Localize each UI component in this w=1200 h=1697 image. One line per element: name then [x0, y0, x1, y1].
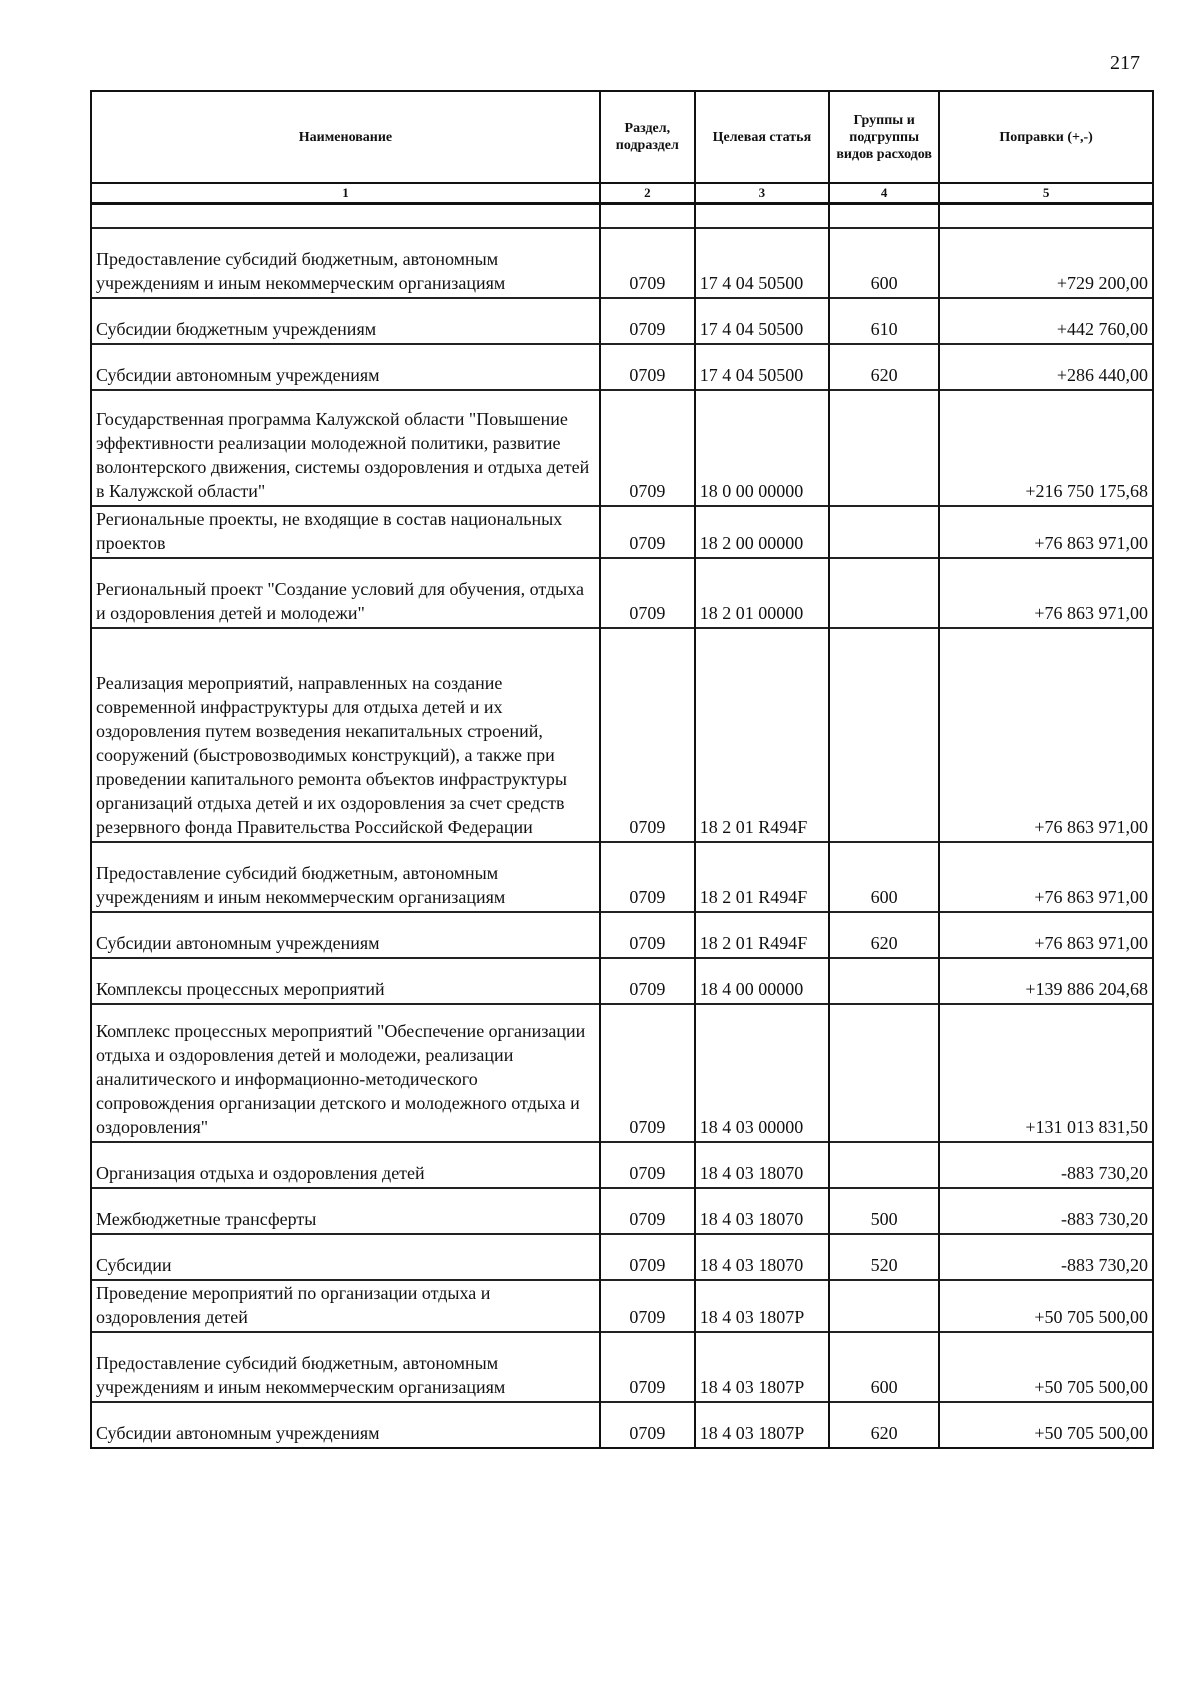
row-expense-group: 600	[829, 228, 939, 298]
row-expense-group: 620	[829, 344, 939, 390]
row-name: Предоставление субсидий бюджетным, автономным учреждениям и иным некоммерческим организациям	[91, 842, 600, 912]
row-amount: +76 863 971,00	[939, 506, 1153, 558]
row-expense-group: 600	[829, 842, 939, 912]
row-amount: +286 440,00	[939, 344, 1153, 390]
row-name: Региональные проекты, не входящие в состав национальных проектов	[91, 506, 600, 558]
header-row	[91, 91, 1153, 183]
row-target-article: 18 4 00 00000	[695, 958, 829, 1004]
row-name: Комплексы процессных мероприятий	[91, 958, 600, 1004]
table-row	[91, 228, 1153, 298]
row-name: Проведение мероприятий по организации отдыха и оздоровления детей	[91, 1280, 600, 1332]
row-amount: +729 200,00	[939, 228, 1153, 298]
row-target-article: 17 4 04 50500	[695, 298, 829, 344]
row-name: Субсидии автономным учреждениям	[91, 912, 600, 958]
table-row	[91, 1402, 1153, 1448]
table-row	[91, 1280, 1153, 1332]
row-amount: +76 863 971,00	[939, 842, 1153, 912]
row-name: Субсидии автономным учреждениям	[91, 344, 600, 390]
row-section: 0709	[600, 842, 695, 912]
row-section: 0709	[600, 1234, 695, 1280]
row-expense-group	[829, 506, 939, 558]
table-row	[91, 506, 1153, 558]
row-expense-group: 600	[829, 1332, 939, 1402]
row-section: 0709	[600, 958, 695, 1004]
table-row	[91, 958, 1153, 1004]
row-section: 0709	[600, 912, 695, 958]
row-amount: +76 863 971,00	[939, 558, 1153, 628]
column-number: 4	[829, 183, 939, 204]
row-expense-group: 500	[829, 1188, 939, 1234]
row-name: Субсидии бюджетным учреждениям	[91, 298, 600, 344]
row-amount: +131 013 831,50	[939, 1004, 1153, 1142]
row-expense-group: 620	[829, 912, 939, 958]
row-expense-group	[829, 558, 939, 628]
row-amount: +76 863 971,00	[939, 628, 1153, 842]
row-target-article: 18 2 01 R494F	[695, 628, 829, 842]
row-name: Комплекс процессных мероприятий "Обеспечение организации отдыха и оздоровления детей и молодежи, реализации аналитического и информационно-методического сопровождения организации детского и молодежного отдыха и оздоровления"	[91, 1004, 600, 1142]
table-row	[91, 628, 1153, 842]
table-row	[91, 1188, 1153, 1234]
header-target: Целевая статья	[695, 91, 829, 183]
header-group: Группы и подгруппы видов расходов	[829, 91, 939, 183]
row-section: 0709	[600, 1004, 695, 1142]
row-amount: +442 760,00	[939, 298, 1153, 344]
table-row	[91, 390, 1153, 506]
row-section: 0709	[600, 1142, 695, 1188]
row-expense-group: 520	[829, 1234, 939, 1280]
spacer-row	[91, 204, 1153, 229]
row-name: Государственная программа Калужской области "Повышение эффективности реализации молодежной политики, развитие волонтерского движения, системы оздоровления и отдыха детей в Калужской области"	[91, 390, 600, 506]
column-number: 2	[600, 183, 695, 204]
row-section: 0709	[600, 1188, 695, 1234]
budget-table	[90, 90, 1154, 1449]
row-amount: +139 886 204,68	[939, 958, 1153, 1004]
row-target-article: 18 4 03 1807Р	[695, 1332, 829, 1402]
row-expense-group	[829, 1280, 939, 1332]
row-section: 0709	[600, 558, 695, 628]
row-expense-group	[829, 390, 939, 506]
table-row	[91, 298, 1153, 344]
header-name: Наименование	[91, 91, 600, 183]
row-target-article: 18 2 01 R494F	[695, 842, 829, 912]
row-section: 0709	[600, 298, 695, 344]
row-name: Межбюджетные трансферты	[91, 1188, 600, 1234]
row-amount: -883 730,20	[939, 1142, 1153, 1188]
row-target-article: 18 4 03 18070	[695, 1234, 829, 1280]
row-section: 0709	[600, 344, 695, 390]
row-expense-group	[829, 628, 939, 842]
column-number: 5	[939, 183, 1153, 204]
table-row	[91, 1234, 1153, 1280]
column-number: 1	[91, 183, 600, 204]
row-name: Предоставление субсидий бюджетным, автономным учреждениям и иным некоммерческим организациям	[91, 228, 600, 298]
header-amount: Поправки (+,-)	[939, 91, 1153, 183]
row-expense-group	[829, 958, 939, 1004]
table-row	[91, 1142, 1153, 1188]
row-target-article: 18 4 03 00000	[695, 1004, 829, 1142]
row-section: 0709	[600, 390, 695, 506]
row-expense-group	[829, 1004, 939, 1142]
row-section: 0709	[600, 628, 695, 842]
row-amount: +76 863 971,00	[939, 912, 1153, 958]
row-section: 0709	[600, 1280, 695, 1332]
row-target-article: 18 4 03 18070	[695, 1142, 829, 1188]
row-section: 0709	[600, 1332, 695, 1402]
page-number: 217	[1110, 52, 1140, 74]
table-row	[91, 344, 1153, 390]
column-number: 3	[695, 183, 829, 204]
header-section: Раздел, подраздел	[600, 91, 695, 183]
row-name: Региональный проект "Создание условий для обучения, отдыха и оздоровления детей и молодежи"	[91, 558, 600, 628]
row-section: 0709	[600, 228, 695, 298]
table-row	[91, 558, 1153, 628]
row-expense-group: 620	[829, 1402, 939, 1448]
row-name: Организация отдыха и оздоровления детей	[91, 1142, 600, 1188]
row-amount: +50 705 500,00	[939, 1280, 1153, 1332]
row-target-article: 18 4 03 18070	[695, 1188, 829, 1234]
row-amount: +50 705 500,00	[939, 1402, 1153, 1448]
row-name: Субсидии автономным учреждениям	[91, 1402, 600, 1448]
table-row	[91, 912, 1153, 958]
row-amount: +216 750 175,68	[939, 390, 1153, 506]
row-target-article: 18 4 03 1807Р	[695, 1280, 829, 1332]
row-expense-group	[829, 1142, 939, 1188]
row-target-article: 17 4 04 50500	[695, 344, 829, 390]
row-amount: +50 705 500,00	[939, 1332, 1153, 1402]
table-row	[91, 1332, 1153, 1402]
row-target-article: 18 2 01 R494F	[695, 912, 829, 958]
row-name: Предоставление субсидий бюджетным, автономным учреждениям и иным некоммерческим организациям	[91, 1332, 600, 1402]
row-amount: -883 730,20	[939, 1234, 1153, 1280]
row-target-article: 18 0 00 00000	[695, 390, 829, 506]
row-name: Реализация мероприятий, направленных на создание современной инфраструктуры для отдыха детей и их оздоровления путем возведения некапитальных строений, сооружений (быстровозводимых конструкций), а также при проведении капитального ремонта объектов инфраструктуры организаций отдыха детей и их оздоровления за счет средств резервного фонда Правительства Российской Федерации	[91, 628, 600, 842]
column-number-row	[91, 183, 1153, 204]
row-section: 0709	[600, 506, 695, 558]
row-section: 0709	[600, 1402, 695, 1448]
row-target-article: 18 4 03 1807Р	[695, 1402, 829, 1448]
row-target-article: 18 2 01 00000	[695, 558, 829, 628]
table-row	[91, 1004, 1153, 1142]
row-target-article: 18 2 00 00000	[695, 506, 829, 558]
row-target-article: 17 4 04 50500	[695, 228, 829, 298]
row-name: Субсидии	[91, 1234, 600, 1280]
table-row	[91, 842, 1153, 912]
row-expense-group: 610	[829, 298, 939, 344]
row-amount: -883 730,20	[939, 1188, 1153, 1234]
